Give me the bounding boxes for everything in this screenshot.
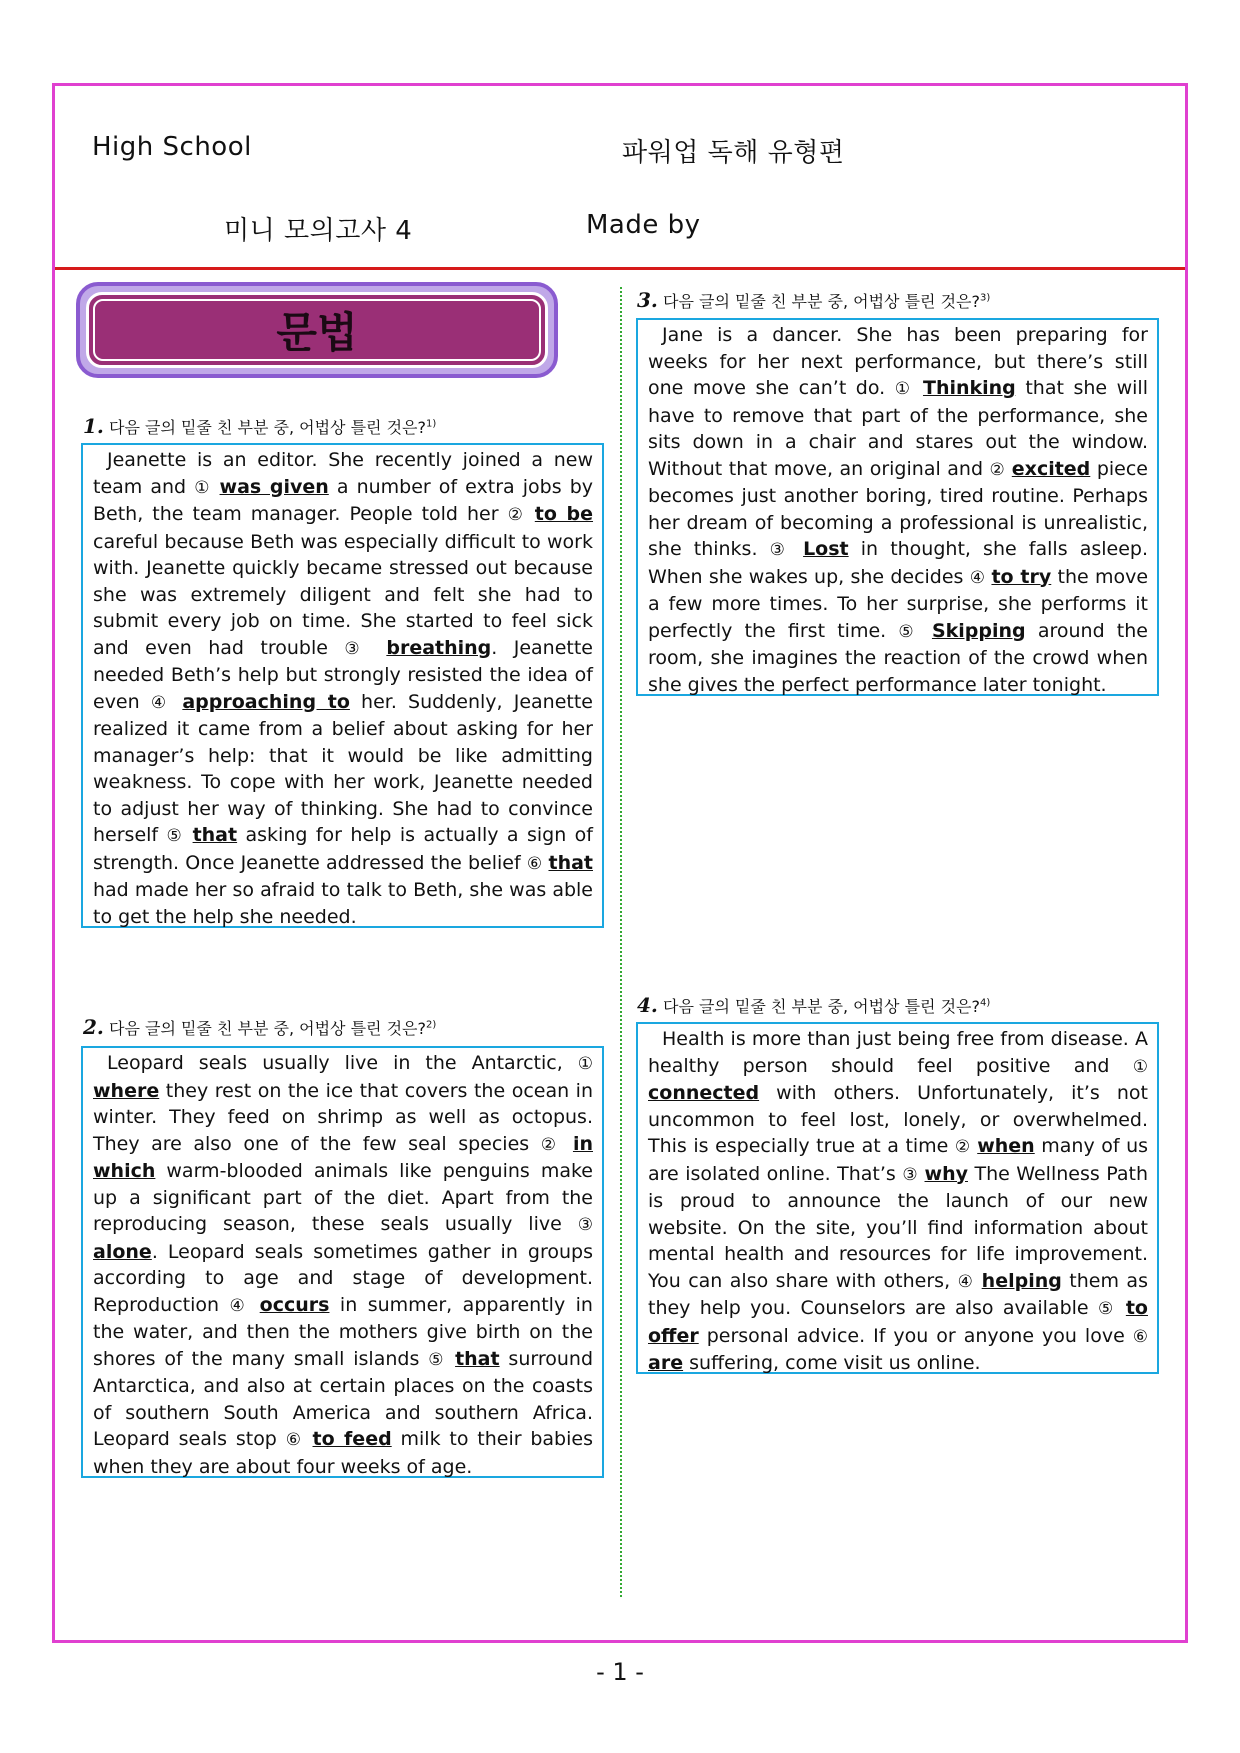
passage-text: . Leopard seals sometimes gather in groups according to age and stage of development. Reproduction [93, 1240, 593, 1316]
passage-text [526, 503, 535, 525]
question-1-footnote: 1) [426, 418, 437, 430]
question-4-passage-box [636, 1022, 1159, 1374]
passage-text: had made her so afraid to talk to Beth, she was able to get the help she needed. [93, 879, 593, 928]
passage-text [171, 691, 182, 713]
choice-marker: ③ [344, 638, 370, 659]
question-2-number: 2. [83, 1015, 104, 1039]
question-4-prompt: 다음 글의 밑줄 친 부분 중, 어법상 틀린 것은? [662, 997, 981, 1016]
passage-text: careful because Beth was especially difficult to work with. Jeanette quickly became stressed out because she was extremely diligent and felt she had to submit every job on time. She started to feel sick and even had trouble [93, 530, 593, 659]
section-badge [76, 282, 558, 378]
question-1-number: 1. [83, 414, 104, 438]
underlined-choice: Skipping [931, 619, 1026, 642]
passage-text: with others. Unfortunately, it’s not uncommon to feel lost, lonely, or overwhelmed. This is especially true at a time [648, 1082, 1148, 1157]
underlined-choice: breathing [386, 636, 492, 659]
passage-text: her. Suddenly, Jeanette realized it came from a belief about asking for her manager’s help: that it would be like admitting weakness. To cope with her work, Jeanette needed to adjust her way of thinking. She had to convince herself [93, 690, 593, 846]
passage-text: many of us are isolated online. That’s [648, 1135, 1149, 1185]
passage-text: they rest on the ice that covers the ocean in winter. They feed on shrimp as well as octopus. They are also one of the few seal species [93, 1079, 593, 1155]
question-3-title [637, 288, 990, 312]
choice-marker: ③ [577, 1215, 593, 1235]
section-badge-frame [86, 292, 548, 368]
underlined-choice: where [93, 1079, 160, 1102]
passage-text: . Jeanette needed Beth’s help but strongly resisted the idea of even [93, 636, 593, 713]
passage-text: in thought, she falls asleep. When she wakes up, she decides [648, 538, 1149, 588]
choice-marker: ② [954, 1137, 971, 1157]
question-3-passage [648, 322, 1148, 698]
passage-text [913, 377, 923, 399]
underlined-choice: Lost [803, 538, 849, 560]
underlined-choice: connected [648, 1082, 760, 1104]
choice-marker: ① [577, 1054, 593, 1074]
underlined-choice: alone [93, 1240, 152, 1263]
passage-text: that she will have to remove that part of the performance, she sits down in a chair and stares out the window. Without that move, an original and [648, 377, 1148, 480]
made-by-label: Made by [586, 210, 701, 240]
passage-text: milk to their babies when they are about four weeks of age. [93, 1428, 593, 1478]
question-4-number: 4. [637, 993, 658, 1017]
underlined-choice: was given [219, 475, 329, 498]
choice-marker: ④ [229, 1295, 250, 1316]
passage-text [211, 476, 219, 498]
passage-text [249, 1294, 259, 1316]
choice-marker: ④ [150, 692, 172, 713]
question-4-title [637, 993, 990, 1017]
choice-marker: ⑤ [898, 621, 920, 642]
underlined-choice: to offer [648, 1297, 1148, 1347]
passage-text: asking for help is actually a sign of strength. Once Jeanette addressed the belief [93, 824, 593, 874]
passage-text: The Wellness Path is proud to announce the launch of our new website. On the site, you’ll find information about mental health and resources for life improvement. You can also share with others, [648, 1162, 1148, 1292]
passage-text: the move a few more times. To her surprise, she performs it perfectly the first time. [648, 565, 1149, 642]
series-title: 파워업 독해 유형편 [622, 138, 845, 168]
underlined-choice: in which [93, 1132, 593, 1182]
passage-text: piece becomes just another boring, tired routine. Perhaps her dream of becoming a professional is unrealistic, she thinks. [648, 457, 1148, 560]
choice-marker: ② [540, 1134, 562, 1155]
underlined-choice: excited [1011, 457, 1091, 480]
underlined-choice: when [977, 1135, 1035, 1157]
passage-text: warm-blooded animals like penguins make up a significant part of the diet. Apart from the reproducing season, these seals usually live [93, 1160, 593, 1235]
choice-marker: ⑥ [285, 1430, 304, 1450]
underlined-choice: are [648, 1352, 684, 1374]
choice-marker: ② [507, 505, 526, 525]
underlined-choice: to feed [312, 1428, 392, 1450]
question-4-footnote: 4) [980, 997, 991, 1009]
passage-text: Jeanette is an editor. She recently joined a new team and [93, 449, 593, 498]
choice-marker: ② [989, 459, 1006, 480]
choice-marker: ⑥ [1132, 1326, 1148, 1347]
passage-text [920, 620, 932, 642]
question-2-passage-box [81, 1046, 604, 1478]
passage-text [791, 538, 803, 560]
choice-marker: ④ [957, 1271, 975, 1292]
school-label: High School [92, 132, 252, 162]
passage-text: personal advice. If you or anyone you love [698, 1324, 1133, 1347]
choice-marker: ③ [769, 540, 791, 560]
question-2-footnote: 2) [426, 1019, 437, 1031]
underlined-choice: that [192, 824, 238, 846]
header-rule [55, 267, 1185, 270]
choice-marker: ⑤ [428, 1349, 447, 1370]
passage-text: suffering, come visit us online. [683, 1352, 981, 1374]
question-1-title [83, 414, 436, 438]
passage-text: Leopard seals usually live in the Antarctic, [107, 1052, 578, 1074]
choice-marker: ⑤ [1097, 1299, 1117, 1319]
passage-text: around the room, she imagines the reaction of the crowd when she gives the perfect performance later tonight. [648, 619, 1148, 696]
column-divider [620, 287, 622, 1597]
test-title: 미니 모의고사 4 [224, 216, 413, 246]
passage-text [446, 1348, 455, 1370]
choice-marker: ⑥ [526, 853, 543, 874]
passage-text: a number of extra jobs by Beth, the team manager. People told her [93, 475, 593, 525]
passage-text [561, 1133, 573, 1155]
choice-marker: ① [894, 379, 914, 399]
underlined-choice: to be [534, 503, 594, 525]
passage-text: Health is more than just being free from disease. A healthy person should feel positive and [648, 1028, 1148, 1077]
passage-text [304, 1428, 313, 1450]
passage-text: surround Antarctica, and also at certain places on the coasts of southern South America and southern Africa. Leopard seals stop [93, 1347, 594, 1450]
passage-text [1117, 1297, 1126, 1319]
question-1-prompt: 다음 글의 밑줄 친 부분 중, 어법상 틀린 것은? [108, 418, 427, 437]
passage-text: in summer, apparently in the water, and then the mothers give birth on the shores of the many small islands [93, 1293, 593, 1370]
choice-marker: ④ [969, 567, 986, 588]
question-4-passage [648, 1026, 1148, 1377]
question-2-prompt: 다음 글의 밑줄 친 부분 중, 어법상 틀린 것은? [108, 1019, 427, 1038]
underlined-choice: to try [991, 565, 1052, 588]
underlined-choice: occurs [259, 1293, 330, 1316]
underlined-choice: why [924, 1162, 968, 1185]
question-3-number: 3. [637, 288, 658, 312]
passage-text: them as they help you. Counselors are also available [648, 1269, 1148, 1319]
choice-marker: ⑤ [166, 826, 185, 846]
page-number: - 1 - [596, 1658, 644, 1686]
question-1-passage-box [81, 443, 604, 928]
underlined-choice: that [455, 1347, 500, 1370]
passage-text [974, 1270, 981, 1292]
passage-text [370, 637, 386, 659]
question-3-prompt: 다음 글의 밑줄 친 부분 중, 어법상 틀린 것은? [662, 292, 981, 311]
question-2-passage [93, 1050, 593, 1480]
section-badge-label: 문법 [93, 299, 541, 361]
question-3-passage-box [636, 318, 1159, 696]
passage-text [184, 824, 192, 846]
underlined-choice: helping [981, 1269, 1062, 1292]
underlined-choice: approaching to [182, 690, 350, 713]
question-2-title [83, 1015, 436, 1039]
choice-marker: ① [1132, 1056, 1148, 1077]
choice-marker: ① [194, 477, 212, 498]
underlined-choice: Thinking [922, 377, 1016, 399]
question-1-passage [93, 447, 593, 930]
question-3-footnote: 3) [980, 292, 991, 304]
passage-text: Jane is a dancer. She has been preparing for weeks for her next performance, but there’s still one move she can’t do. [648, 324, 1148, 399]
underlined-choice: that [548, 851, 593, 874]
choice-marker: ③ [902, 1164, 919, 1185]
